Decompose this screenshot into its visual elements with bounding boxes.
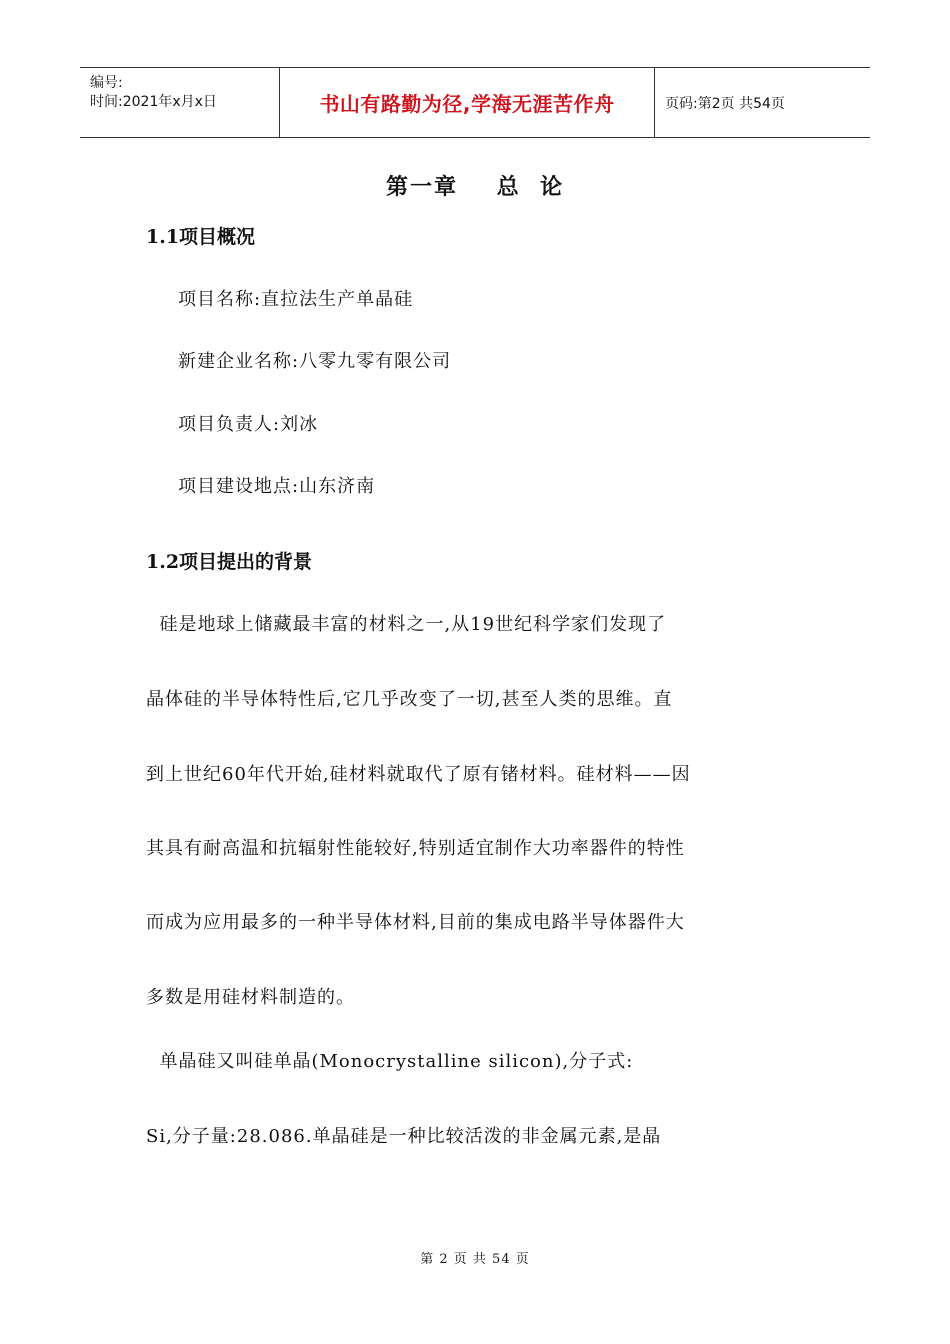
page-footer: 第 2 页 共 54 页 <box>420 1252 530 1267</box>
paragraph-line: 多数是用硅材料制造的。 <box>146 987 355 1008</box>
header-meta <box>80 68 280 137</box>
chapter-title: 第一章 总 论 <box>386 174 564 200</box>
paragraph-line: 晶体硅的半导体特性后,它几乎改变了一切,甚至人类的思维。直 <box>146 689 673 710</box>
page-header <box>80 67 870 138</box>
paragraph-line: 其具有耐高温和抗辐射性能较好,特别适宜制作大功率器件的特性 <box>146 838 685 859</box>
section-title-1-1: 1.1项目概况 <box>146 226 256 248</box>
number-label: 编号: <box>90 75 123 91</box>
paragraph-line: 单晶硅又叫硅单晶(Monocrystalline silicon),分子式: <box>146 1051 634 1072</box>
section-title-1-2: 1.2项目提出的背景 <box>146 551 313 573</box>
info-project-location: 项目建设地点:山东济南 <box>178 476 376 497</box>
paragraph-line: Si,分子量:28.086.单晶硅是一种比较活泼的非金属元素,是晶 <box>146 1126 662 1147</box>
time-label: 时间:2021年x月x日 <box>90 94 217 110</box>
header-page-info: 页码:第2页 共54页 <box>665 95 785 112</box>
paragraph-line: 硅是地球上储藏最丰富的材料之一,从19世纪科学家们发现了 <box>146 614 667 635</box>
info-company-name: 新建企业名称:八零九零有限公司 <box>178 351 452 372</box>
info-project-name: 项目名称:直拉法生产单晶硅 <box>178 289 414 310</box>
header-motto: 书山有路勤为径,学海无涯苦作舟 <box>280 68 655 137</box>
paragraph-line: 而成为应用最多的一种半导体材料,目前的集成电路半导体器件大 <box>146 912 685 933</box>
info-project-lead: 项目负责人:刘冰 <box>178 414 319 435</box>
paragraph-line: 到上世纪60年代开始,硅材料就取代了原有锗材料。硅材料——因 <box>146 764 691 785</box>
